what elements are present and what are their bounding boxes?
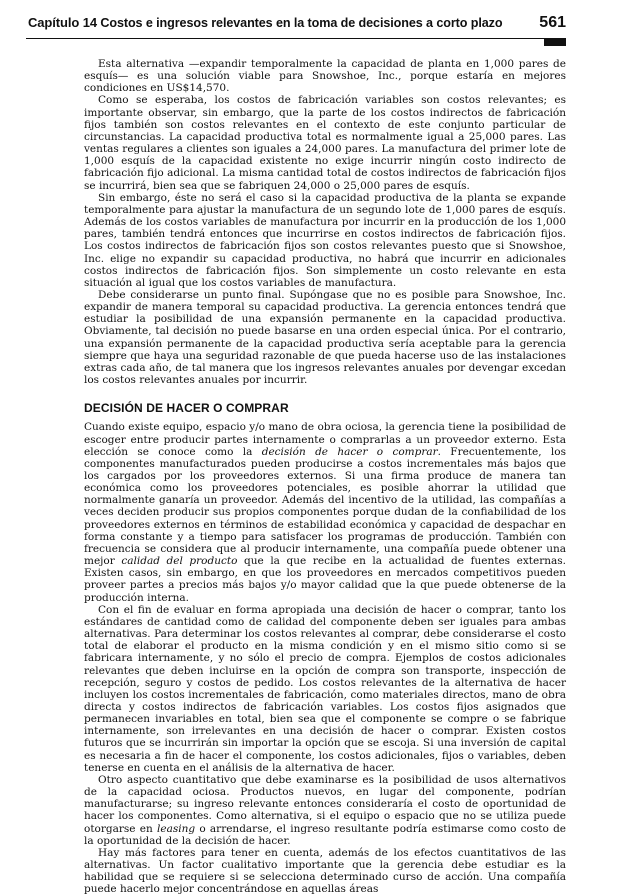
term-emphasis: leasing: [157, 822, 196, 835]
chapter-heading: [28, 15, 502, 30]
page-number: 561: [539, 14, 566, 31]
section-heading: DECISIÓN DE HACER O COMPRAR: [84, 401, 289, 416]
page-body: [84, 58, 566, 895]
section-body: [84, 421, 566, 895]
chapter-title: Costos e ingresos relevantes en la toma de decisiones a corto plazo: [100, 16, 503, 30]
paragraph: Como se esperaba, los costos de fabricación variables son costos relevantes; es importante observar, sin embargo, que la parte de los costos indirectos de fabricación fijos también son costos relevantes en el contexto de este conjunto particular de circunstancias. La capacidad productiva total es normalmente igual a 25,000 pares. Las ventas regulares a clientes son iguales a 24,000 pares. La manufactura del primer lote de 1,000 esquís de la capacidad existente no exige incurrir ningún costo indirecto de fabricación fijo adicional. La misma cantidad total de costos indirectos de fabricación fijos se incurrirá, bien sea que se fabriquen 24,000 o 25,000 pares de esquís.: [84, 94, 566, 192]
paragraph: Debe considerarse un punto final. Supóngase que no es posible para Snowshoe, Inc. expandir de manera temporal su capacidad productiva. La gerencia entonces tendrá que estudiar la posibilidad de una expansión permanente en la capacidad productiva. Obviamente, tal decisión no puede basarse en una orden especial única. Por el contrario, una expansión permanente de la capacidad productiva sería aceptable para la gerencia siempre que haya una seguridad razonable de que pueda hacerse uso de las instalaciones extras cada año, de tal manera que los ingresos relevantes anuales por devengar excedan los costos relevantes anuales por incurrir.: [84, 288, 566, 387]
term-emphasis: calidad del producto: [121, 555, 238, 568]
header-rule: [26, 38, 566, 39]
paragraph: Con el fin de evaluar en forma apropiada una decisión de hacer o comprar, tanto los estándares de cantidad como de calidad del componente deben ser iguales para ambas alternativas. Para determinar los costos relevantes al comprar, debe considerarse el costo total de elaborar el producto en la misma condición y en el mismo sitio como si se fabricara internamente, y no sólo el precio de compra. Ejemplos de costos adicionales relevantes que deben incluirse en la opción de compra son transporte, inspección de recepción, seguro y costos de pedido. Los costos relevantes de la alternativa de hacer incluyen los costos incrementales de fabricación, como materiales directos, mano de obra directa y costos indirectos de fabricación variables. Los costos fijos asignados que permanecen invariables en total, bien sea que el componente se compre o se fabrique internamente, son irrelevantes en una decisión de hacer o comprar. Existen costos futuros que se incurrirán sin importar la opción que se escoja. Si una inversión de capital es necesaria a fin de hacer el componente, los costos adicionales, fijos o variables, deben tenerse en cuenta en el análisis de la alternativa de hacer.: [84, 603, 566, 774]
chapter-label: Capítulo 14: [28, 15, 97, 30]
paragraph: Hay más factores para tener en cuenta, además de los efectos cuantitativos de las alternativas. Un factor cualitativo importante que la gerencia debe estudiar es la habilidad que se requiere si se selecciona determinado curso de acción. Una compañía puede hacerlo mejor concentrándose en aquellas áreas: [84, 846, 566, 895]
paragraph: Otro aspecto cuantitativo que debe examinarse es la posibilidad de usos alternativos de la capacidad ociosa. Productos nuevos, en lugar del componente, podrían manufacturarse; su ingreso relevante entonces consideraría el costo de oportunidad de hacer los componentes. Como alternativa, si el equipo o espacio que no se utiliza puede otorgarse en leasing o arrendarse, el ingreso resultante podría estimarse como costo de la oportunidad de la decisión de hacer.: [84, 773, 567, 847]
term-emphasis: decisión de hacer o comprar: [261, 445, 438, 458]
running-header: [28, 14, 566, 32]
paragraph: Cuando existe equipo, espacio y/o mano de obra ociosa, la gerencia tiene la posibilidad de escoger entre producir partes internamente o comprarlas a un proveedor externo. Esta elección se conoce como la decisión de hacer o comprar. Frecuentemente, los componentes manufacturados pueden producirse a costos incrementales más bajos que los cargados por los proveedores externos. Si una firma produce de manera tan económica como los proveedores potenciales, es posible ahorrar la utilidad que normalmente ganaría un proveedor. Además del incentivo de la utilidad, las compañías a veces deciden producir sus propios componentes porque dudan de la confiabilidad de los proveedores externos en términos de estabilidad económica y capacidad de despachar en forma constante y a tiempo para satisfacer los programas de producción. También con frecuencia se considera que al producir internamente, una compañía puede obtener una mejor calidad del producto que la que recibe en la actualidad de fuentes externas. Existen casos, sin embargo, en que los proveedores en mercados competitivos pueden proveer partes a precios más bajos y/o mayor calidad que la que puede obtenerse de la producción interna.: [84, 421, 566, 604]
paragraph: Sin embargo, éste no será el caso si la capacidad productiva de la planta se expande temporalmente para ajustar la manufactura de un segundo lote de 1,000 pares de esquís. Además de los costos variables de manufactura por incurrir en la producción de los 1,000 pares, también tendrá entonces que incurrirse en costos indirectos de fabricación fijos. Los costos indirectos de fabricación fijos son costos relevantes puesto que si Snowshoe, Inc. elige no expandir su capacidad productiva, no habrá que incurrir en adicionales costos indirectos de fabricación fijos. Son simplemente un costo relevante en esta situación al igual que los costos variables de manufactura.: [84, 191, 566, 289]
header-tab-marker: [544, 39, 566, 46]
paragraph: Esta alternativa —expandir temporalmente la capacidad de planta en 1,000 pares de esquís— es una solución viable para Snowshoe, Inc., porque estaría en mejores condiciones en US$14,570.: [84, 58, 566, 95]
